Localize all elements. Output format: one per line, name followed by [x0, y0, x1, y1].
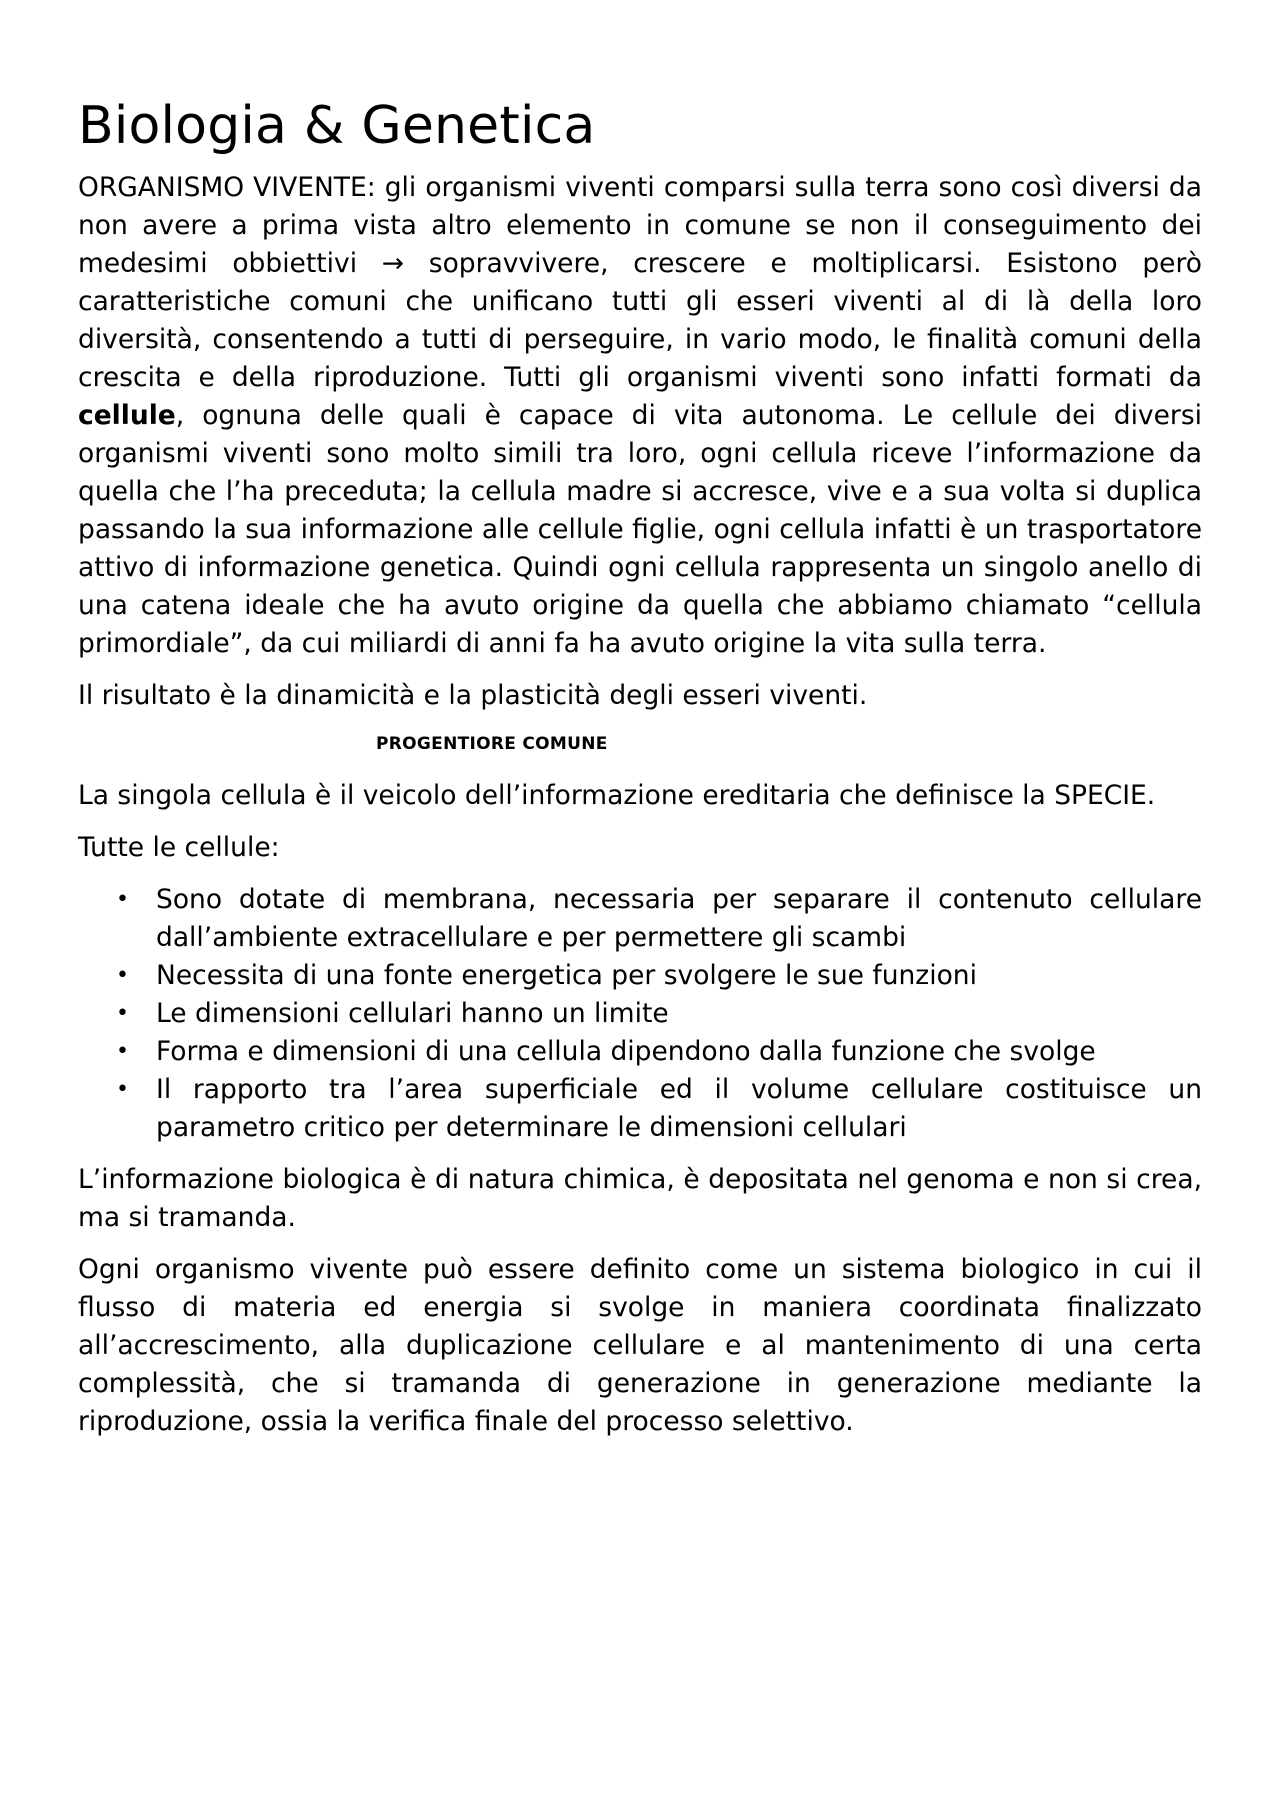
intro-lead-text: ORGANISMO VIVENTE: gli organismi viventi comparsi sulla terra sono così diversi da non avere a prima vista altro elemento in comune se non il conseguimento dei medesimi obbiettivi → sopravvivere, crescere e moltiplicarsi. Esistono però caratteristiche comuni che unificano tutti gli esseri viventi al di là della loro diversità, consentendo a tutti di perseguire, in vario modo, le finalità comuni della crescita e della riproduzione. Tutti gli organismi viventi sono infatti formati da: [78, 172, 1202, 394]
list-item: [116, 995, 1202, 1033]
list-intro: Tutte le cellule:: [78, 832, 280, 864]
bullet-icon: •: [116, 1001, 129, 1027]
document-page: [78, 95, 1202, 1455]
list-item-text: Necessita di una fonte energetica per svolgere le sue funzioni: [156, 960, 977, 992]
caption-label: PROGENTIORE COMUNE: [376, 734, 608, 755]
bullet-icon: •: [116, 963, 129, 989]
list-item: [116, 881, 1202, 957]
cell-properties-list: [78, 881, 1202, 1147]
list-item: [116, 957, 1202, 995]
list-item-text: Sono dotate di membrana, necessaria per separare il contenuto cellulare dall’ambiente extracellulare e per permettere gli scambi: [156, 884, 1202, 954]
intro-tail-text: , ognuna delle quali è capace di vita autonoma. Le cellule dei diversi organismi viventi sono molto simili tra loro, ogni cellula riceve l’informazione da quella che l’ha preceduta; la cellula madre si accresce, vive e a sua volta si duplica passando la sua informazione alle cellule figlie, ogni cellula infatti è un trasportatore attivo di informazione genetica. Quindi ogni cellula rappresenta un singolo anello di una catena ideale che ha avuto origine da quella che abbiamo chiamato “cellula primordiale”, da cui miliardi di anni fa ha avuto origine la vita sulla terra.: [78, 400, 1202, 660]
bullet-icon: •: [116, 887, 129, 913]
list-item-text: Le dimensioni cellulari hanno un limite: [156, 998, 669, 1030]
intro-bold-word: cellule: [78, 400, 176, 432]
organism-paragraph: Ogni organismo vivente può essere definito come un sistema biologico in cui il flusso di materia ed energia si svolge in maniera coordinata finalizzato all’accrescimento, alla duplicazione cellulare e al mantenimento di una certa complessità, che si tramanda di generazione in generazione mediante la riproduzione, ossia la verifica finale del processo selettivo.: [78, 1254, 1202, 1438]
info-paragraph: L’informazione biologica è di natura chimica, è depositata nel genoma e non si crea, ma si tramanda.: [78, 1164, 1202, 1234]
result-paragraph: Il risultato è la dinamicità e la plasticità degli esseri viventi.: [78, 680, 868, 712]
bullet-icon: •: [116, 1039, 129, 1065]
intro-paragraph: [78, 169, 1202, 663]
species-paragraph: La singola cellula è il veicolo dell’informazione ereditaria che definisce la SPECIE.: [78, 780, 1156, 812]
list-item: [116, 1071, 1202, 1147]
bullet-icon: •: [116, 1077, 129, 1103]
list-item-text: Forma e dimensioni di una cellula dipendono dalla funzione che svolge: [156, 1036, 1096, 1068]
page-title: Biologia & Genetica: [78, 96, 596, 156]
list-item: [116, 1033, 1202, 1071]
list-item-text: Il rapporto tra l’area superficiale ed il volume cellulare costituisce un parametro critico per determinare le dimensioni cellulari: [156, 1074, 1202, 1144]
